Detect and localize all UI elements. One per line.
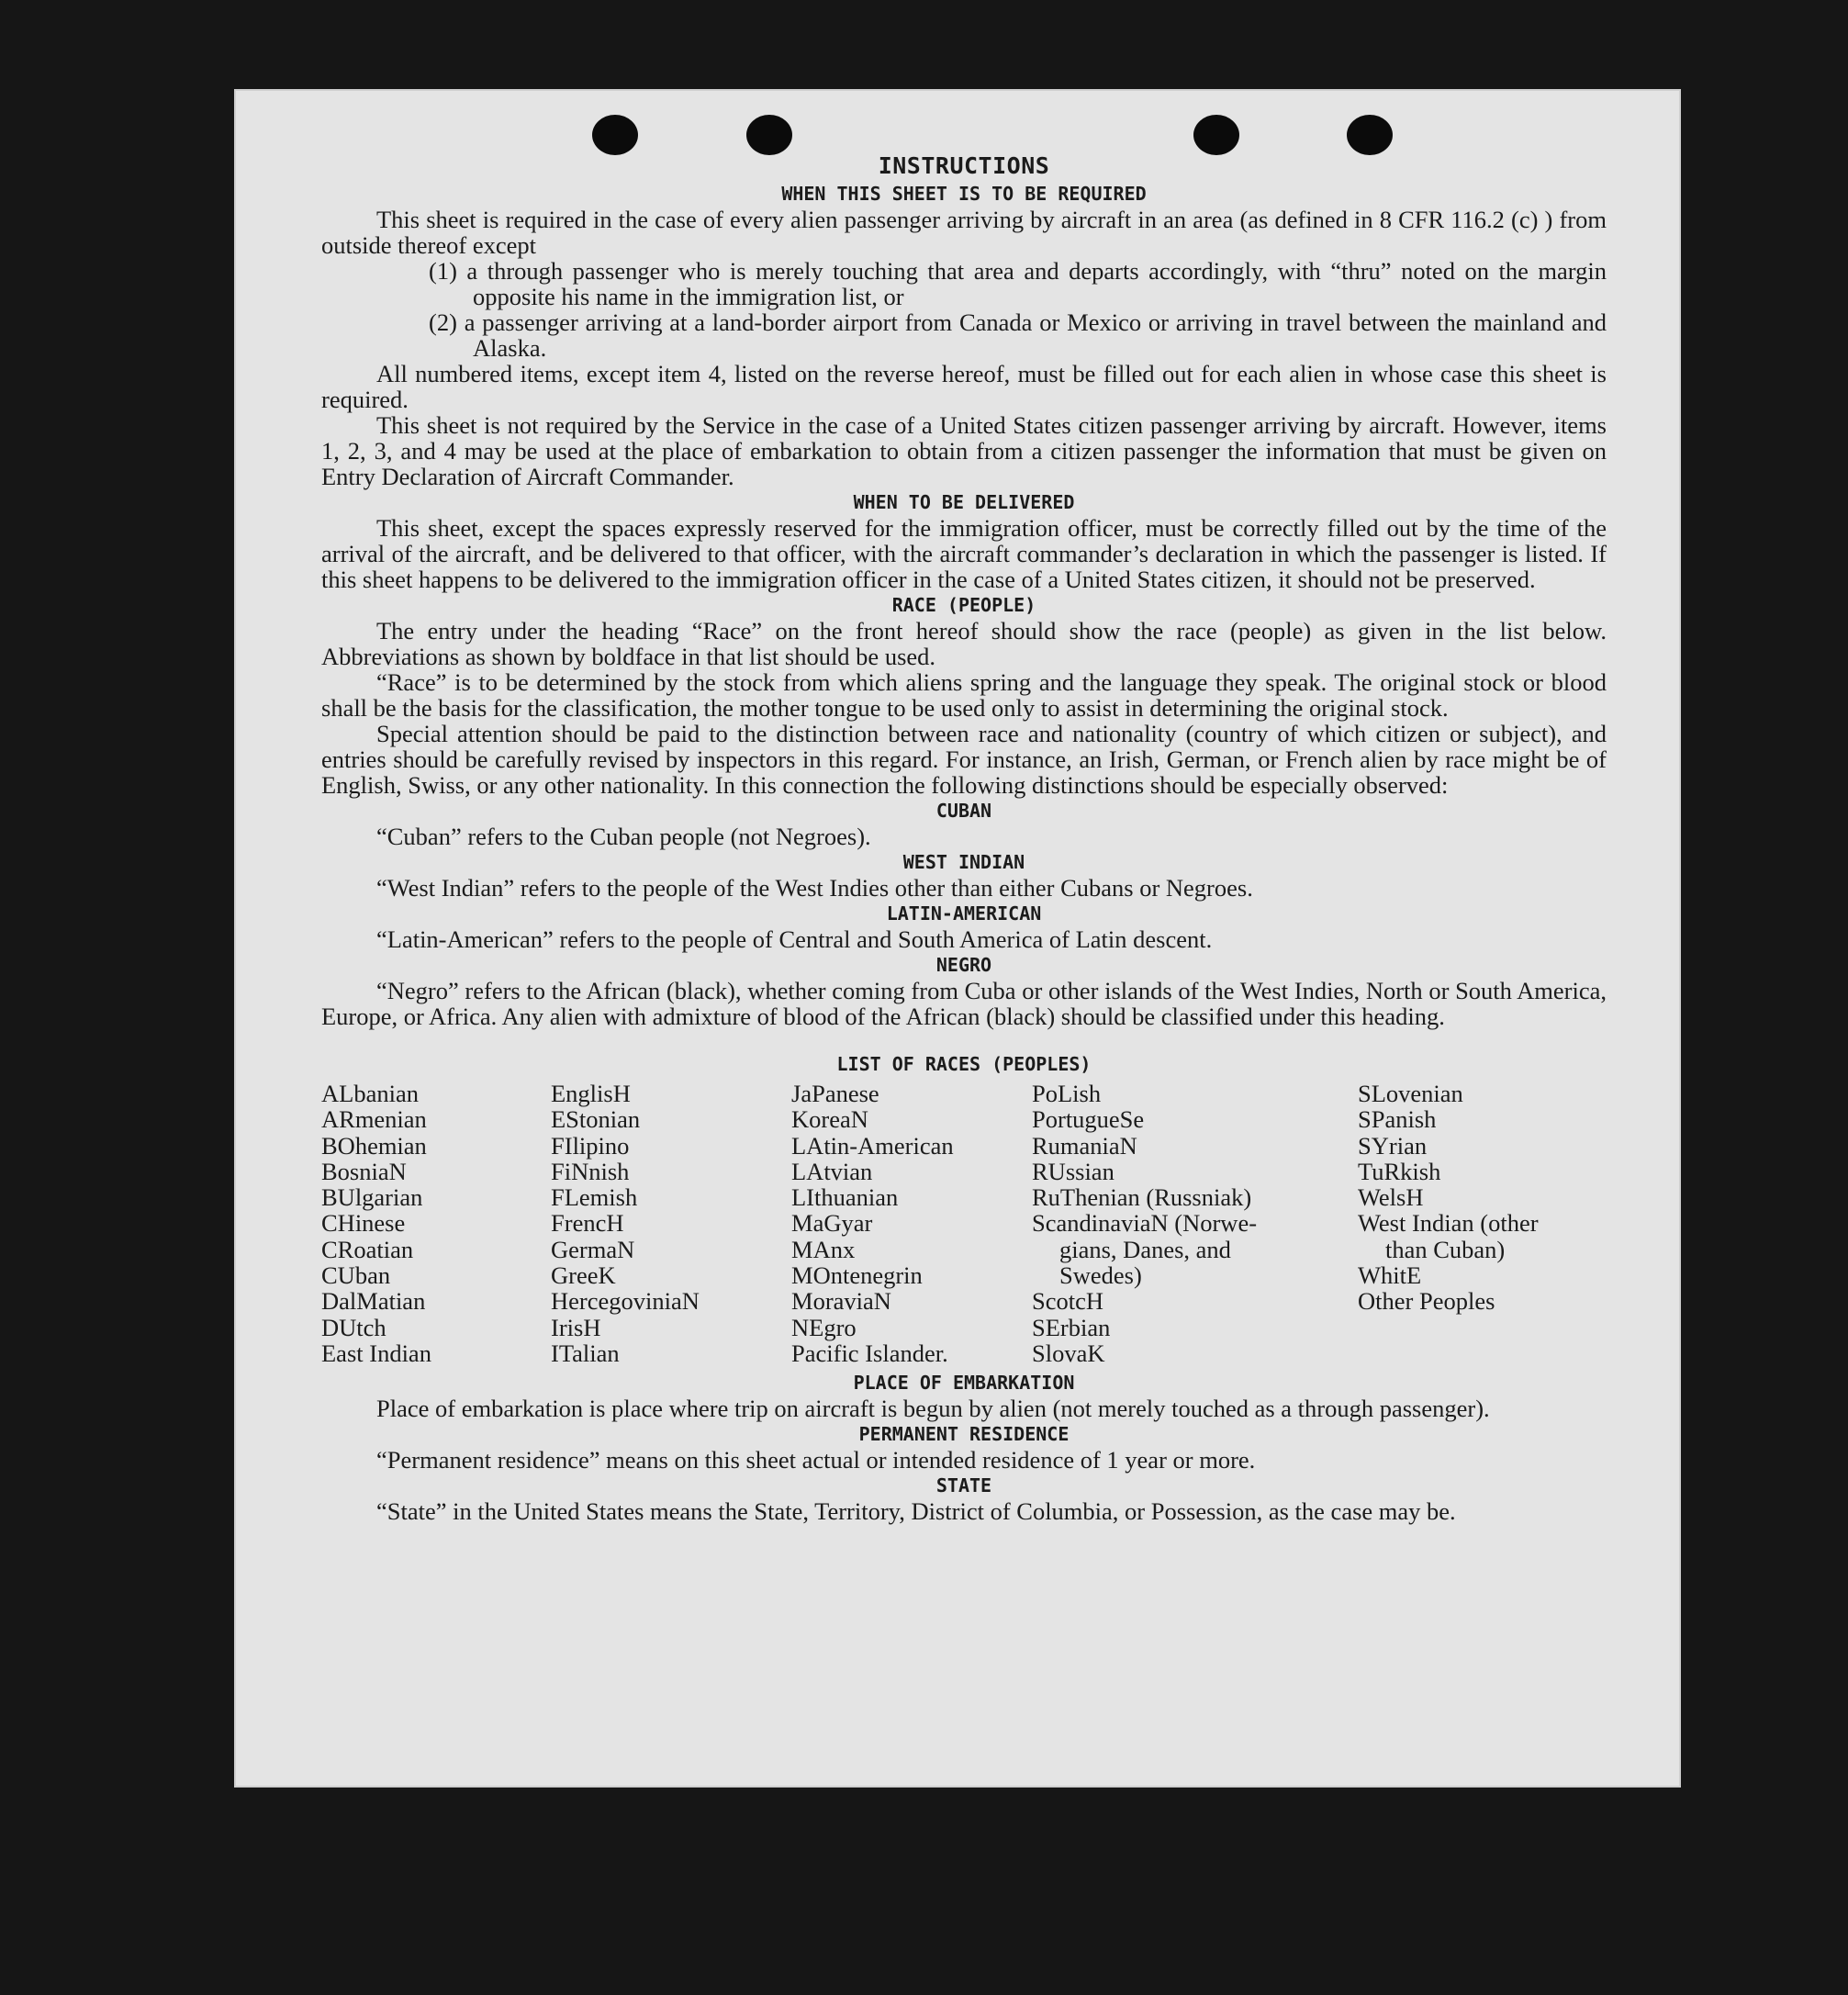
race-entry: ScotcH — [1032, 1287, 1104, 1316]
race-entry: ALbanian — [321, 1080, 419, 1107]
race-entry: East Indian — [321, 1339, 431, 1367]
race-entry: HercegoviniaN — [551, 1287, 700, 1316]
race-entry: WelsH — [1358, 1183, 1424, 1212]
heading-race: RACE (PEOPLE) — [891, 594, 1036, 616]
race-entry: EStonian — [551, 1105, 641, 1134]
race-entry: LAtvian — [791, 1157, 873, 1185]
race-entry: NEgro — [791, 1313, 857, 1341]
race-entry: EnglisH — [551, 1080, 631, 1107]
page-title: INSTRUCTIONS — [878, 152, 1050, 179]
race-entry: RUssian — [1032, 1157, 1114, 1185]
paragraph: “Negro” refers to the African (black), whether coming from Cuba or other islands of the West Indies, North or South America, Europe, or Africa. Any alien with admixture of blood of the African (black) should be classified under this heading. — [321, 977, 1607, 1030]
sheet-content — [321, 151, 1607, 1524]
race-entry: LIthuanian — [791, 1183, 899, 1212]
heading-when-required: WHEN THIS SHEET IS TO BE REQUIRED — [781, 183, 1147, 205]
race-entry: FLemish — [551, 1183, 638, 1212]
heading-when-delivered: WHEN TO BE DELIVERED — [853, 491, 1075, 513]
races-column — [1358, 1081, 1606, 1366]
race-entry: ARmenian — [321, 1105, 427, 1134]
paragraph: All numbered items, except item 4, listed on the reverse hereof, must be filled out for each alien in whose case this sheet is required. — [321, 360, 1607, 413]
race-entry: DUtch — [321, 1313, 386, 1341]
race-entry: ITalian — [551, 1339, 620, 1367]
heading-embarkation: PLACE OF EMBARKATION — [853, 1372, 1075, 1395]
race-entry: DalMatian — [321, 1287, 426, 1316]
race-entry: BUlgarian — [321, 1183, 423, 1212]
paragraph: This sheet, except the spaces expressly reserved for the immigration officer, must be correctly filled out by the time of the arrival of the aircraft, and be delivered to that officer, with the aircraft commander’s declaration in which the passenger is listed. If this sheet happens to be delivered to the immigration officer in the case of a United States citizen, it should not be preserved. — [321, 514, 1607, 593]
punch-hole — [592, 115, 638, 155]
races-column — [551, 1081, 791, 1366]
race-entry: SlovaK — [1032, 1339, 1105, 1367]
heading-state: STATE — [935, 1474, 992, 1497]
race-entry: BosniaN — [321, 1157, 407, 1185]
race-entry: SYrian — [1358, 1131, 1428, 1160]
paragraph: This sheet is not required by the Service in the case of a United States citizen passenger arriving by aircraft. However, items 1, 2, 3, and 4 may be used at the place of embarkation to obtain from a citizen passenger the information that must be given on Entry Declaration of Aircraft Commander. — [321, 411, 1607, 490]
race-entry: FiNnish — [551, 1157, 630, 1185]
paragraph: “Permanent residence” means on this sheet actual or intended residence of 1 year or more. — [376, 1446, 1256, 1474]
punch-hole — [746, 115, 792, 155]
race-entry: IrisH — [551, 1313, 601, 1341]
punch-hole — [1193, 115, 1239, 155]
race-entry: Pacific Islander. — [791, 1339, 948, 1367]
list-item: (1) a through passenger who is merely touching that area and departs accordingly, with “thru” noted on the margin opposite his name in the immigration list, or — [429, 257, 1607, 310]
heading-residence: PERMANENT RESIDENCE — [858, 1423, 1070, 1446]
race-entry: MAnx — [791, 1235, 856, 1263]
race-entry: JaPanese — [791, 1080, 879, 1107]
heading-west-indian: WEST INDIAN — [902, 851, 1025, 873]
race-entry: PortugueSe — [1032, 1105, 1145, 1134]
race-entry: SLovenian — [1358, 1080, 1463, 1107]
race-entry: West Indian (other — [1358, 1209, 1539, 1238]
race-entry: BOhemian — [321, 1131, 427, 1160]
paragraph: This sheet is required in the case of every alien passenger arriving by aircraft in an area (as defined in 8 CFR 116.2 (c) ) from outside thereof except — [321, 206, 1607, 259]
heading-latin-american: LATIN-AMERICAN — [886, 902, 1042, 925]
paragraph: The entry under the heading “Race” on the front hereof should show the race (people) as given in the list below. Abbreviations as shown by boldface in that list should be used. — [321, 617, 1607, 670]
race-entry: LAtin-American — [791, 1131, 954, 1160]
race-entry: than Cuban) — [1385, 1235, 1506, 1263]
race-entry: GreeK — [551, 1261, 616, 1290]
heading-cuban: CUBAN — [935, 800, 992, 822]
race-entry: RumaniaN — [1032, 1131, 1137, 1160]
paragraph: “Cuban” refers to the Cuban people (not Negroes). — [376, 823, 871, 850]
race-entry: FIlipino — [551, 1131, 630, 1160]
paragraph: “Latin-American” refers to the people of Central and South America of Latin descent. — [376, 925, 1213, 953]
instruction-sheet — [234, 89, 1681, 1788]
race-entry: CRoatian — [321, 1235, 414, 1263]
paragraph: “State” in the United States means the State, Territory, District of Columbia, or Possession, as the case may be. — [376, 1497, 1456, 1526]
punch-hole — [1347, 115, 1393, 155]
race-entry: RuThenian (Russniak) — [1032, 1183, 1252, 1212]
race-entry: ScandinaviaN (Norwe- — [1032, 1209, 1258, 1238]
races-column — [321, 1081, 551, 1366]
list-item: (2) a passenger arriving at a land-border airport from Canada or Mexico or arriving in travel between the mainland and Alaska. — [429, 308, 1607, 362]
race-entry: MOntenegrin — [791, 1261, 923, 1290]
race-entry: CHinese — [321, 1209, 406, 1238]
heading-negro: NEGRO — [935, 954, 992, 976]
race-entry: CUban — [321, 1261, 391, 1290]
race-entry: WhitE — [1358, 1261, 1422, 1290]
race-entry: MaGyar — [791, 1209, 873, 1238]
race-entry: TuRkish — [1358, 1157, 1441, 1185]
paragraph: “West Indian” refers to the people of the West Indies other than either Cubans or Negroes. — [376, 874, 1253, 902]
races-column — [1032, 1081, 1358, 1366]
paragraph: Place of embarkation is place where trip on aircraft is begun by alien (not merely touched as a through passenger). — [376, 1395, 1490, 1423]
paragraph: “Race” is to be determined by the stock from which aliens spring and the language they speak. The original stock or blood shall be the basis for the classification, the mother tongue to be used only to assist in determining the original stock. — [321, 668, 1607, 722]
race-entry: MoraviaN — [791, 1287, 891, 1316]
race-entry: FrencH — [551, 1209, 624, 1238]
paragraph: Special attention should be paid to the distinction between race and nationality (country of which citizen or subject), and entries should be carefully revised by inspectors in this regard. For instance, an Irish, German, or French alien by race might be of English, Swiss, or any other nationality. In this connection the following distinctions should be especially observed: — [321, 720, 1607, 799]
race-entry: PoLish — [1032, 1080, 1102, 1107]
race-entry: Swedes) — [1059, 1261, 1142, 1290]
race-entry: GermaN — [551, 1235, 635, 1263]
races-table — [321, 1081, 1607, 1366]
race-entry: SPanish — [1358, 1105, 1437, 1134]
heading-list-of-races: LIST OF RACES (PEOPLES) — [836, 1053, 1092, 1075]
race-entry: SErbian — [1032, 1313, 1111, 1341]
race-entry: KoreaN — [791, 1105, 868, 1134]
race-entry: Other Peoples — [1358, 1287, 1495, 1316]
race-entry: gians, Danes, and — [1059, 1235, 1231, 1263]
races-column — [791, 1081, 1032, 1366]
